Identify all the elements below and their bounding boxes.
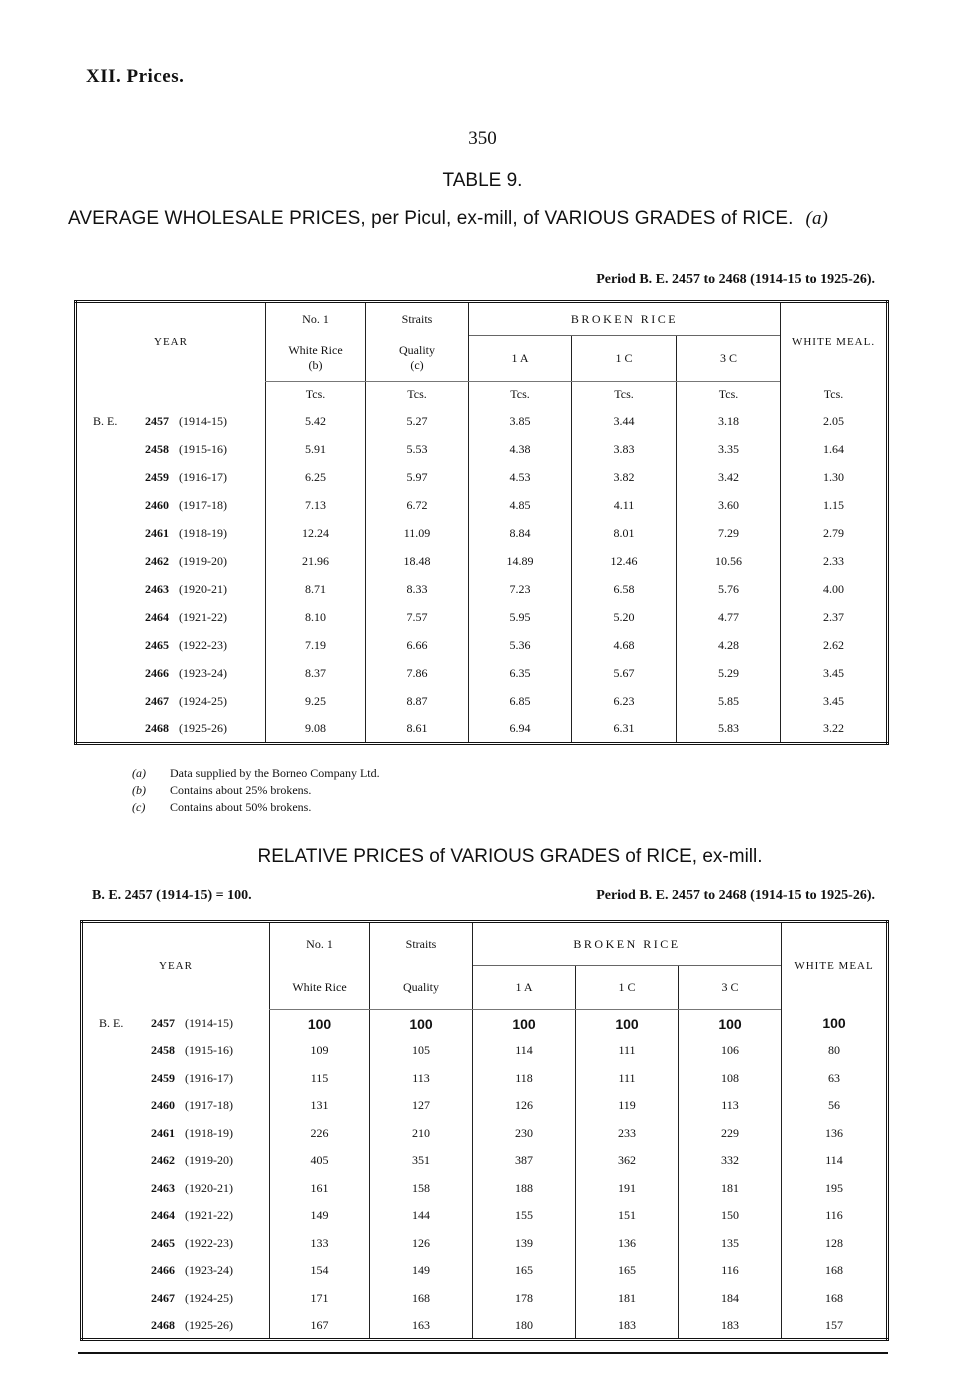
- year-number: 2460: [145, 498, 169, 512]
- value-cell: 100: [782, 1010, 888, 1038]
- value-cell: 226: [270, 1120, 370, 1148]
- value-cell: 100: [576, 1010, 679, 1038]
- white-meal-header: WHITE MEAL: [782, 922, 888, 1010]
- value-cell: 163: [370, 1312, 473, 1340]
- footnote-a: [132, 765, 380, 782]
- value-cell: 181: [679, 1175, 782, 1203]
- footnote-key: (a): [132, 766, 146, 780]
- footnote-b: [132, 782, 380, 799]
- year-number: 2457: [145, 414, 169, 428]
- value-cell: 114: [782, 1147, 888, 1175]
- footnotes: [132, 765, 380, 816]
- year-range: (1916-17): [179, 470, 227, 484]
- value-cell: 3.82: [572, 464, 677, 492]
- unit-label: Tcs.: [469, 382, 572, 408]
- value-cell: 144: [370, 1202, 473, 1230]
- value-cell: 4.11: [572, 492, 677, 520]
- value-cell: 131: [270, 1092, 370, 1120]
- value-cell: 9.08: [266, 716, 366, 744]
- year-cell: [76, 520, 266, 548]
- table-row: [82, 1065, 888, 1093]
- value-cell: 3.83: [572, 436, 677, 464]
- value-cell: 183: [679, 1312, 782, 1340]
- broken-1a-header: 1 A: [469, 336, 572, 382]
- year-range: (1920-21): [185, 1180, 233, 1195]
- year-cell: [82, 1202, 270, 1230]
- value-cell: 8.10: [266, 604, 366, 632]
- year-cell: [82, 1010, 270, 1038]
- value-cell: 6.58: [572, 576, 677, 604]
- value-cell: 8.71: [266, 576, 366, 604]
- value-cell: 3.22: [781, 716, 888, 744]
- broken-1c-header: 1 C: [576, 966, 679, 1010]
- year-range: (1923-24): [185, 1263, 233, 1278]
- year-range: (1916-17): [185, 1070, 233, 1085]
- year-number: 2461: [151, 1125, 175, 1140]
- value-cell: 3.18: [677, 408, 781, 436]
- no1-header-bottom: [266, 336, 366, 382]
- year-range: (1922-23): [179, 638, 227, 652]
- value-cell: 3.45: [781, 660, 888, 688]
- value-cell: 2.33: [781, 548, 888, 576]
- footnote-c: [132, 799, 380, 816]
- value-cell: 171: [270, 1285, 370, 1313]
- value-cell: 6.25: [266, 464, 366, 492]
- wholesale-prices-table: [74, 300, 889, 745]
- year-range: (1919-20): [179, 554, 227, 568]
- value-cell: 165: [576, 1257, 679, 1285]
- footnote-text: Contains about 50% brokens.: [170, 800, 312, 814]
- value-cell: 8.61: [366, 716, 469, 744]
- table-row: [82, 1202, 888, 1230]
- value-cell: 118: [473, 1065, 576, 1093]
- value-cell: 2.62: [781, 632, 888, 660]
- year-number: 2467: [151, 1290, 175, 1305]
- value-cell: 3.42: [677, 464, 781, 492]
- value-cell: 188: [473, 1175, 576, 1203]
- value-cell: 151: [576, 1202, 679, 1230]
- value-cell: 387: [473, 1147, 576, 1175]
- period-note: Period B. E. 2457 to 2468 (1914-15 to 1925-26).: [596, 272, 875, 287]
- year-cell: [82, 1257, 270, 1285]
- broken-3c-header: 3 C: [677, 336, 781, 382]
- unit-label: Tcs.: [677, 382, 781, 408]
- value-cell: 4.00: [781, 576, 888, 604]
- year-number: 2468: [145, 721, 169, 736]
- broken-rice-header: BROKEN RICE: [469, 302, 781, 336]
- value-cell: 113: [679, 1092, 782, 1120]
- value-cell: 2.79: [781, 520, 888, 548]
- year-number: 2466: [151, 1263, 175, 1278]
- value-cell: 7.13: [266, 492, 366, 520]
- value-cell: 5.29: [677, 660, 781, 688]
- straits-header-top: Straits: [370, 922, 473, 966]
- value-cell: 155: [473, 1202, 576, 1230]
- relative-prices-table: [80, 920, 889, 1341]
- year-range: (1922-23): [185, 1235, 233, 1250]
- year-cell: [82, 1092, 270, 1120]
- value-cell: 5.36: [469, 632, 572, 660]
- value-cell: 149: [370, 1257, 473, 1285]
- year-cell: [82, 1147, 270, 1175]
- year-number: 2460: [151, 1098, 175, 1113]
- value-cell: 157: [782, 1312, 888, 1340]
- unit-label: Tcs.: [266, 382, 366, 408]
- year-range: (1925-26): [185, 1317, 233, 1332]
- year-number: 2465: [145, 638, 169, 652]
- value-cell: 133: [270, 1230, 370, 1258]
- value-cell: 6.35: [469, 660, 572, 688]
- footnote-key: (c): [132, 800, 146, 814]
- value-cell: 3.45: [781, 688, 888, 716]
- year-range: (1923-24): [179, 666, 227, 680]
- value-cell: 1.30: [781, 464, 888, 492]
- table-row: [76, 716, 888, 744]
- value-cell: 5.20: [572, 604, 677, 632]
- year-number: 2468: [151, 1317, 175, 1332]
- year-cell: [76, 436, 266, 464]
- value-cell: 4.85: [469, 492, 572, 520]
- value-cell: 6.85: [469, 688, 572, 716]
- year-range: (1915-16): [185, 1043, 233, 1058]
- value-cell: 233: [576, 1120, 679, 1148]
- table-row: [82, 1037, 888, 1065]
- year-range: (1917-18): [179, 498, 227, 512]
- value-cell: 180: [473, 1312, 576, 1340]
- value-cell: 332: [679, 1147, 782, 1175]
- table-row: [76, 604, 888, 632]
- value-cell: 2.37: [781, 604, 888, 632]
- value-cell: 5.83: [677, 716, 781, 744]
- value-cell: 12.46: [572, 548, 677, 576]
- year-number: 2466: [145, 666, 169, 680]
- no1-header-note: (b): [308, 358, 323, 373]
- value-cell: 4.28: [677, 632, 781, 660]
- year-cell: [82, 1175, 270, 1203]
- value-cell: 136: [782, 1120, 888, 1148]
- year-range: (1915-16): [179, 442, 227, 456]
- value-cell: 4.38: [469, 436, 572, 464]
- table-row: [82, 1257, 888, 1285]
- year-cell: [82, 1120, 270, 1148]
- value-cell: 167: [270, 1312, 370, 1340]
- value-cell: 106: [679, 1037, 782, 1065]
- value-cell: 229: [679, 1120, 782, 1148]
- value-cell: 1.15: [781, 492, 888, 520]
- value-cell: 154: [270, 1257, 370, 1285]
- year-number: 2463: [151, 1180, 175, 1195]
- broken-rice-header: BROKEN RICE: [473, 922, 782, 966]
- year-cell: [82, 1230, 270, 1258]
- section-heading: XII. Prices.: [86, 66, 185, 87]
- table-row: [82, 1147, 888, 1175]
- value-cell: 9.25: [266, 688, 366, 716]
- value-cell: 168: [782, 1257, 888, 1285]
- relative-prices-body: [82, 1010, 888, 1340]
- value-cell: 56: [782, 1092, 888, 1120]
- value-cell: 181: [576, 1285, 679, 1313]
- value-cell: 362: [576, 1147, 679, 1175]
- value-cell: 3.60: [677, 492, 781, 520]
- year-cell: [82, 1037, 270, 1065]
- straits-header-top: Straits: [366, 302, 469, 336]
- table-row: [76, 688, 888, 716]
- value-cell: 127: [370, 1092, 473, 1120]
- year-cell: [76, 688, 266, 716]
- table-row: [76, 548, 888, 576]
- white-meal-header: WHITE MEAL.: [781, 302, 888, 382]
- relative-title: RELATIVE PRICES of VARIOUS GRADES of RICE, ex-mill.: [257, 846, 763, 867]
- value-cell: 116: [679, 1257, 782, 1285]
- wholesale-prices-body: [76, 408, 888, 744]
- value-cell: 6.66: [366, 632, 469, 660]
- table-row: [82, 1175, 888, 1203]
- value-cell: 4.68: [572, 632, 677, 660]
- value-cell: 7.19: [266, 632, 366, 660]
- broken-3c-header: 3 C: [679, 966, 782, 1010]
- year-range: (1917-18): [185, 1098, 233, 1113]
- value-cell: 168: [370, 1285, 473, 1313]
- value-cell: 5.27: [366, 408, 469, 436]
- value-cell: 111: [576, 1037, 679, 1065]
- footnote-text: Data supplied by the Borneo Company Ltd.: [170, 766, 380, 780]
- unit-label: Tcs.: [366, 382, 469, 408]
- table-label: TABLE 9.: [442, 170, 523, 191]
- value-cell: 5.76: [677, 576, 781, 604]
- footnote-text: Contains about 25% brokens.: [170, 783, 312, 797]
- value-cell: 116: [782, 1202, 888, 1230]
- table-row: [76, 408, 888, 436]
- value-cell: 63: [782, 1065, 888, 1093]
- year-cell: [76, 548, 266, 576]
- era-label: B. E.: [99, 1015, 124, 1030]
- year-range: (1918-19): [185, 1125, 233, 1140]
- year-number: 2464: [151, 1208, 175, 1223]
- value-cell: 8.33: [366, 576, 469, 604]
- value-cell: 6.23: [572, 688, 677, 716]
- table-row: [82, 1285, 888, 1313]
- value-cell: 165: [473, 1257, 576, 1285]
- value-cell: 126: [473, 1092, 576, 1120]
- year-range: (1914-15): [185, 1015, 233, 1030]
- value-cell: 6.94: [469, 716, 572, 744]
- table-row: [82, 1312, 888, 1340]
- value-cell: 139: [473, 1230, 576, 1258]
- value-cell: 150: [679, 1202, 782, 1230]
- year-cell: [76, 660, 266, 688]
- year-number: 2462: [151, 1153, 175, 1168]
- value-cell: 5.53: [366, 436, 469, 464]
- year-header: YEAR: [159, 959, 193, 972]
- value-cell: 183: [576, 1312, 679, 1340]
- value-cell: 5.95: [469, 604, 572, 632]
- value-cell: 18.48: [366, 548, 469, 576]
- value-cell: 7.29: [677, 520, 781, 548]
- value-cell: 14.89: [469, 548, 572, 576]
- value-cell: 8.37: [266, 660, 366, 688]
- table-row: [76, 576, 888, 604]
- value-cell: 80: [782, 1037, 888, 1065]
- no1-header-label: White Rice: [288, 343, 343, 358]
- value-cell: 8.01: [572, 520, 677, 548]
- value-cell: 115: [270, 1065, 370, 1093]
- value-cell: 184: [679, 1285, 782, 1313]
- value-cell: 230: [473, 1120, 576, 1148]
- value-cell: 191: [576, 1175, 679, 1203]
- value-cell: 10.56: [677, 548, 781, 576]
- value-cell: 100: [473, 1010, 576, 1038]
- year-cell: [76, 464, 266, 492]
- period-note-2: Period B. E. 2457 to 2468 (1914-15 to 1925-26).: [596, 888, 875, 903]
- year-cell: [76, 604, 266, 632]
- value-cell: 5.91: [266, 436, 366, 464]
- value-cell: 7.86: [366, 660, 469, 688]
- value-cell: 4.53: [469, 464, 572, 492]
- straits-header-bottom: [366, 336, 469, 382]
- value-cell: 3.35: [677, 436, 781, 464]
- broken-1c-header: 1 C: [572, 336, 677, 382]
- year-number: 2459: [145, 470, 169, 484]
- main-title-note: (a): [805, 208, 828, 229]
- year-cell: [76, 632, 266, 660]
- year-number: 2457: [151, 1015, 175, 1030]
- value-cell: 195: [782, 1175, 888, 1203]
- year-number: 2467: [145, 694, 169, 708]
- year-number: 2458: [145, 442, 169, 456]
- unit-label: Tcs.: [572, 382, 677, 408]
- value-cell: 119: [576, 1092, 679, 1120]
- year-number: 2464: [145, 610, 169, 624]
- value-cell: 5.42: [266, 408, 366, 436]
- value-cell: 7.57: [366, 604, 469, 632]
- table-row: [76, 520, 888, 548]
- value-cell: 351: [370, 1147, 473, 1175]
- value-cell: 210: [370, 1120, 473, 1148]
- value-cell: 100: [370, 1010, 473, 1038]
- value-cell: 5.85: [677, 688, 781, 716]
- year-range: (1924-25): [179, 694, 227, 708]
- value-cell: 114: [473, 1037, 576, 1065]
- year-cell: [82, 1312, 270, 1340]
- value-cell: 113: [370, 1065, 473, 1093]
- straits-header-label: Quality: [399, 343, 435, 358]
- value-cell: 149: [270, 1202, 370, 1230]
- value-cell: 128: [782, 1230, 888, 1258]
- year-range: (1914-15): [179, 414, 227, 428]
- value-cell: 3.44: [572, 408, 677, 436]
- year-cell: [76, 408, 266, 436]
- year-range: (1921-22): [185, 1208, 233, 1223]
- value-cell: 5.67: [572, 660, 677, 688]
- value-cell: 158: [370, 1175, 473, 1203]
- broken-1a-header: 1 A: [473, 966, 576, 1010]
- value-cell: 109: [270, 1037, 370, 1065]
- year-range: (1920-21): [179, 582, 227, 596]
- year-range: (1925-26): [179, 721, 227, 736]
- year-number: 2461: [145, 526, 169, 540]
- value-cell: 3.85: [469, 408, 572, 436]
- value-cell: 161: [270, 1175, 370, 1203]
- value-cell: 6.31: [572, 716, 677, 744]
- table-row: [82, 1010, 888, 1038]
- value-cell: 5.97: [366, 464, 469, 492]
- unit-label: Tcs.: [781, 382, 888, 408]
- value-cell: 100: [679, 1010, 782, 1038]
- year-cell: [82, 1065, 270, 1093]
- no1-header-bottom: White Rice: [270, 966, 370, 1010]
- year-number: 2465: [151, 1235, 175, 1250]
- value-cell: 12.24: [266, 520, 366, 548]
- page-number: 350: [468, 128, 497, 149]
- no1-header-top: No. 1: [270, 922, 370, 966]
- value-cell: 8.87: [366, 688, 469, 716]
- year-header: YEAR: [154, 335, 188, 348]
- base-note: B. E. 2457 (1914-15) = 100.: [92, 888, 252, 903]
- straits-header-bottom: Quality: [370, 966, 473, 1010]
- year-number: 2459: [151, 1070, 175, 1085]
- year-range: (1919-20): [185, 1153, 233, 1168]
- unit-blank: [76, 382, 266, 408]
- table-row: [76, 492, 888, 520]
- value-cell: 1.64: [781, 436, 888, 464]
- main-title: [68, 208, 828, 230]
- value-cell: 6.72: [366, 492, 469, 520]
- straits-header-note: (c): [410, 358, 424, 373]
- value-cell: 108: [679, 1065, 782, 1093]
- year-cell: [76, 492, 266, 520]
- table-row: [76, 436, 888, 464]
- year-cell: [76, 576, 266, 604]
- value-cell: 2.05: [781, 408, 888, 436]
- value-cell: 178: [473, 1285, 576, 1313]
- table-row: [82, 1092, 888, 1120]
- table-row: [76, 660, 888, 688]
- value-cell: 21.96: [266, 548, 366, 576]
- value-cell: 111: [576, 1065, 679, 1093]
- table-row: [76, 464, 888, 492]
- no1-header-top: No. 1: [266, 302, 366, 336]
- value-cell: 405: [270, 1147, 370, 1175]
- value-cell: 135: [679, 1230, 782, 1258]
- year-cell: [82, 1285, 270, 1313]
- year-number: 2458: [151, 1043, 175, 1058]
- main-title-text: AVERAGE WHOLESALE PRICES, per Picul, ex-mill, of VARIOUS GRADES of RICE.: [68, 208, 794, 229]
- footnote-key: (b): [132, 783, 146, 797]
- value-cell: 136: [576, 1230, 679, 1258]
- year-range: (1924-25): [185, 1290, 233, 1305]
- value-cell: 8.84: [469, 520, 572, 548]
- year-number: 2463: [145, 582, 169, 596]
- value-cell: 4.77: [677, 604, 781, 632]
- value-cell: 168: [782, 1285, 888, 1313]
- year-range: (1918-19): [179, 526, 227, 540]
- value-cell: 7.23: [469, 576, 572, 604]
- era-label: B. E.: [93, 414, 118, 428]
- value-cell: 11.09: [366, 520, 469, 548]
- year-number: 2462: [145, 554, 169, 568]
- table-row: [82, 1230, 888, 1258]
- value-cell: 105: [370, 1037, 473, 1065]
- year-cell: [76, 716, 266, 744]
- value-cell: 100: [270, 1010, 370, 1038]
- year-range: (1921-22): [179, 610, 227, 624]
- value-cell: 126: [370, 1230, 473, 1258]
- table-row: [82, 1120, 888, 1148]
- bottom-rule: [78, 1352, 888, 1354]
- table-row: [76, 632, 888, 660]
